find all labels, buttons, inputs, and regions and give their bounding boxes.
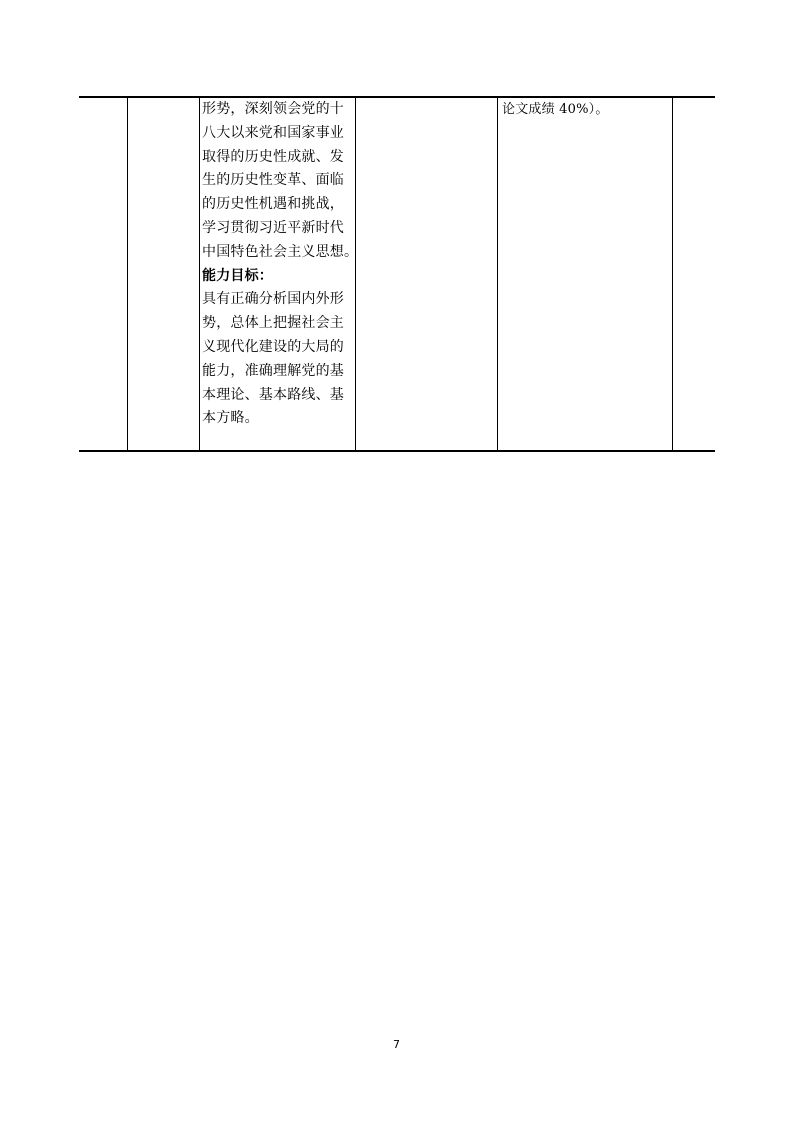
assessment-cell xyxy=(502,98,672,450)
ability-text-line: 本方略。 xyxy=(202,410,259,427)
column-divider xyxy=(199,97,200,451)
objective-text-line: 学习贯彻习近平新时代 xyxy=(202,219,344,236)
objective-text-line: 生的历史性变革、面临 xyxy=(202,172,344,189)
ability-text-line: 义现代化建设的大局的 xyxy=(202,338,344,355)
column-divider xyxy=(672,97,673,451)
ability-text-line: 能力，准确理解党的基 xyxy=(202,362,344,379)
column-divider xyxy=(127,97,128,451)
ability-text-line: 势，总体上把握社会主 xyxy=(202,315,344,332)
objective-text-line: 八大以来党和国家事业 xyxy=(202,124,344,141)
ability-text-line: 具有正确分析国内外形 xyxy=(202,291,344,308)
course-table xyxy=(79,96,715,453)
ability-objective-heading: 能力目标： xyxy=(202,267,273,284)
objectives-cell xyxy=(202,98,359,450)
objective-text-line: 取得的历史性成就、发 xyxy=(202,148,344,165)
table-bottom-rule xyxy=(79,450,715,452)
objective-text-line: 中国特色社会主义思想。 xyxy=(202,243,359,260)
objective-text-line: 的历史性机遇和挑战， xyxy=(202,196,344,213)
objective-text-line: 形势，深刻领会党的十 xyxy=(202,101,344,117)
column-divider xyxy=(497,97,498,451)
ability-text-line: 本理论、基本路线、基 xyxy=(202,386,344,403)
page-number: 7 xyxy=(393,1038,400,1051)
assessment-text-line: 论文成绩 40%）。 xyxy=(502,102,609,117)
column-divider xyxy=(355,97,356,451)
